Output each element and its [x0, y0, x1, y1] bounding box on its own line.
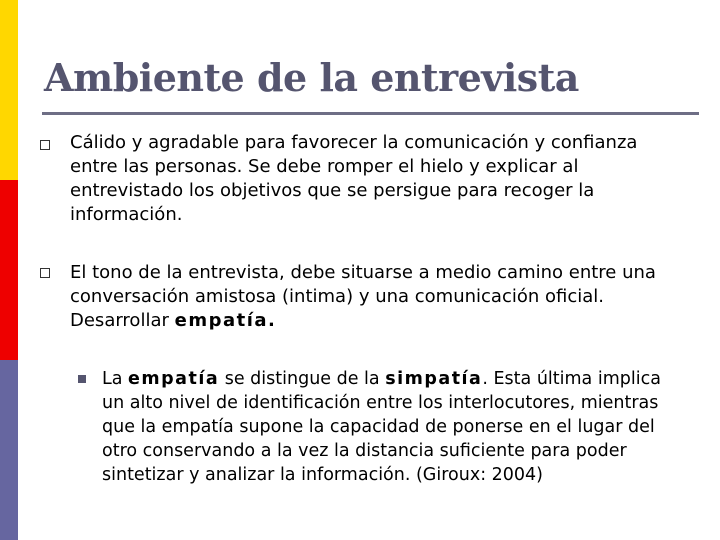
accent-color-bar	[0, 0, 18, 540]
accent-bar-yellow-segment	[0, 0, 18, 180]
sub-bullet-text-part-1: La	[102, 369, 129, 389]
bullet-item-2	[70, 261, 670, 333]
filled-square-bullet-icon	[78, 375, 86, 383]
bullet-item-1: Cálido y agradable para favorecer la comunicación y confianza entre las personas. Se debe romper el hielo y explicar al entrevistado los objetivos que se persigue para recoger la información.	[70, 132, 638, 225]
sub-bullet-item-1	[102, 367, 682, 487]
slide-title: Ambiente de la entrevista	[44, 55, 579, 100]
sub-bullet-bold-empatia: empatía	[128, 369, 220, 389]
sub-bullet-text-part-3: . Esta última implica un alto nivel de identificación entre los interlocutores, mientras que la empatía supone la capacidad de ponerse en el lugar del otro conservando a la vez la distancia suficiente para poder sintetizar y analizar la información. (Giroux: 2004)	[102, 369, 661, 485]
sub-bullet-bold-simpatia: simpatía	[385, 369, 483, 389]
accent-bar-purple-segment	[0, 360, 18, 540]
title-underline	[42, 112, 699, 115]
hollow-square-bullet-icon	[40, 140, 50, 150]
hollow-square-bullet-icon	[40, 268, 50, 278]
bullet-item-2-bold-term: empatía.	[174, 310, 277, 331]
sub-bullet-text-part-2: se distingue de la	[219, 369, 386, 389]
bullet-item-2-text: El tono de la entrevista, debe situarse a medio camino entre una conversación amistosa (intima) y una comunicación oficial. Desarrollar	[70, 262, 656, 331]
accent-bar-red-segment	[0, 180, 18, 360]
